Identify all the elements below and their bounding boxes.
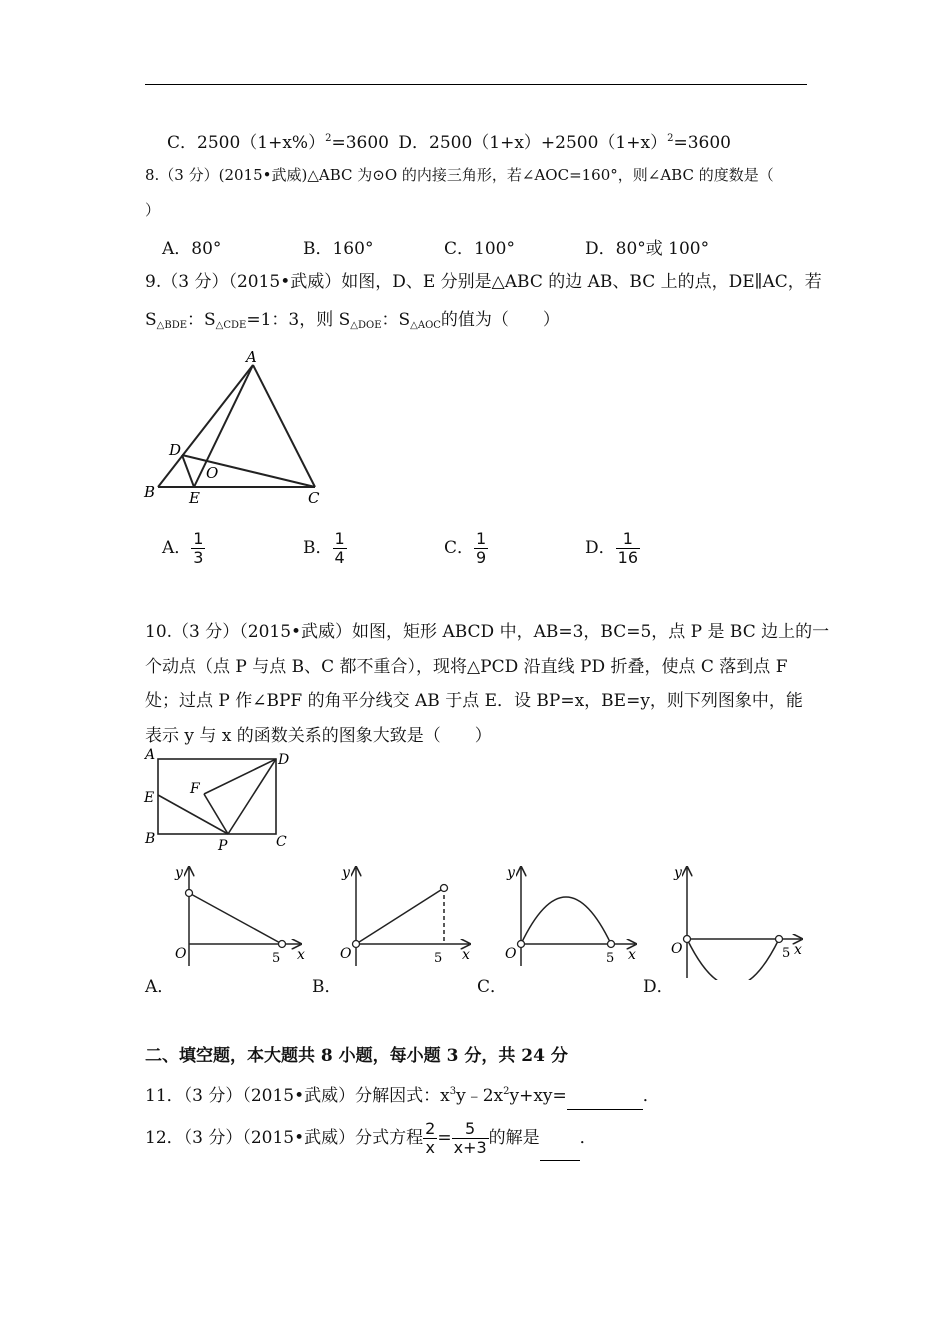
svg-text:O: O	[505, 946, 517, 962]
q12-fraction-left: $\frac{2}{x}$	[425, 1119, 436, 1157]
q7-option-d: D．2500（1+x）+2500（1+x）	[398, 133, 668, 153]
svg-text:O: O	[340, 946, 352, 962]
q10-rectangle-figure	[140, 742, 300, 854]
graph-a-open-point-y	[186, 890, 193, 897]
svg-text:y: y	[507, 865, 515, 881]
q9-stem-line2: $S_{\triangle BDE}$：$S_{\triangle CDE}=1$：3，则 $S_{\triangle DOE}$：$S_{\triangle AOC}$的值为（ ）	[145, 310, 560, 331]
q10-label-b: B	[145, 831, 156, 847]
q8-option-b: B．160°	[303, 239, 374, 259]
q9-segment-de	[182, 455, 194, 487]
q8-option-a: A．80°	[162, 239, 222, 259]
q9-option-b: B． $\frac{1}{4}$	[303, 529, 345, 567]
graph-c-curve	[521, 897, 611, 944]
q10-graph-a	[165, 862, 315, 972]
svg-text:5: 5	[606, 951, 615, 966]
q7-option-c: C．2500（1+x%）	[167, 133, 326, 153]
q10-graph-b	[334, 862, 484, 972]
q9-label-c: C	[308, 489, 320, 507]
svg-text:5: 5	[434, 951, 443, 966]
svg-text:x: x	[297, 947, 305, 963]
q10-label-p: P	[218, 838, 228, 854]
q10-label-f: F	[190, 781, 200, 797]
graph-a-open-point-x	[279, 941, 286, 948]
graph-c-open-point-origin	[518, 941, 525, 948]
q9-option-d: D． $\frac{1}{16}$	[585, 529, 638, 567]
q10-label-e: E	[144, 790, 155, 806]
q9-edge-ac	[253, 365, 315, 487]
q10-rectangle-abcd	[158, 759, 276, 834]
svg-text:O: O	[671, 941, 683, 957]
q10-graph-d	[666, 862, 816, 980]
graph-b-open-point-origin	[353, 941, 360, 948]
svg-text:x: x	[628, 947, 636, 963]
q10-segment-ep	[158, 795, 228, 834]
q8-stem-line2: ）	[145, 201, 161, 219]
q9-label-e: E	[189, 489, 200, 507]
q12-answer-blank[interactable]	[540, 1120, 580, 1161]
svg-text:5: 5	[782, 946, 791, 961]
q10-option-a: A．	[145, 977, 175, 997]
svg-text:y: y	[175, 865, 183, 881]
q10-option-b: B．	[312, 977, 342, 997]
q11-answer-blank[interactable]	[567, 1087, 643, 1110]
q10-stem-line4: 表示 y 与 x 的函数关系的图象大致是（ ）	[145, 726, 492, 746]
q9-stem-line1: 9.（3 分）（2015•武威）如图，D、E 分别是△ABC 的边 AB、BC 上的点，DE∥AC，若	[145, 272, 822, 292]
graph-b-line	[356, 888, 444, 944]
q8-stem-line1: 8.（3 分）(2015•武威)△ABC 为⊙O 的内接三角形，若∠AOC=160°，则∠ABC 的度数是（	[145, 166, 774, 184]
svg-text:O: O	[175, 946, 187, 962]
graph-a-line	[189, 893, 282, 944]
q9-option-a: A． $\frac{1}{3}$	[162, 529, 204, 567]
svg-text:x: x	[462, 947, 470, 963]
section2-heading: 二、填空题，本大题共 8 小题，每小题 3 分，共 24 分	[145, 1046, 568, 1066]
q10-label-d: D	[278, 752, 290, 768]
q8-option-d: D．80°或 100°	[585, 239, 710, 259]
q12-stem: 12．（3 分）（2015•武威）分式方程 $\frac{2}{x}$ = $\frac{5}{x+3}$ 的解是 ．	[145, 1118, 597, 1161]
q12-fraction-right: $\frac{5}{x+3}$	[453, 1119, 487, 1157]
q8-option-c: C．100°	[444, 239, 515, 259]
header-rule	[145, 84, 807, 85]
q10-label-c: C	[276, 834, 287, 850]
q9-triangle-figure	[138, 350, 338, 510]
q9-label-b: B	[144, 483, 156, 501]
q9-label-a: A	[246, 350, 257, 366]
q10-label-a: A	[145, 747, 156, 763]
q10-graph-c	[500, 862, 650, 972]
graph-b-open-point-end	[441, 885, 448, 892]
q10-option-d: D．	[643, 977, 674, 997]
svg-text:5: 5	[272, 951, 281, 966]
q11-stem: 11．（3 分）（2015•武威）分解因式：$x^3y﹣2x^2y+xy=$ ．	[145, 1081, 660, 1110]
graph-d-curve	[687, 939, 779, 980]
q10-stem-line3: 处；过点 P 作∠BPF 的角平分线交 AB 于点 E．设 BP=x，BE=y，则下列图象中，能	[145, 691, 803, 711]
graph-d-open-point-origin	[684, 936, 691, 943]
q9-option-c: C． $\frac{1}{9}$	[444, 529, 487, 567]
q7-options-cd: C．$2500(1+x\%)^2=3600$ D．$2500(1+x)+2500(1+x)^2=3600$	[167, 133, 731, 153]
q10-stem-line1: 10.（3 分）（2015•武威）如图，矩形 ABCD 中，AB=3，BC=5，点 P 是 BC 边上的一	[145, 622, 830, 642]
q10-stem-line2: 个动点（点 P 与点 B、C 都不重合），现将△PCD 沿直线 PD 折叠，使点 C 落到点 F	[145, 657, 788, 677]
graph-d-open-point-five	[776, 936, 783, 943]
q10-option-c: C．	[477, 977, 508, 997]
q9-label-o: O	[206, 464, 219, 482]
q9-label-d: D	[169, 441, 182, 459]
svg-text:y: y	[342, 865, 350, 881]
graph-c-open-point-five	[608, 941, 615, 948]
svg-text:y: y	[674, 865, 682, 881]
svg-text:x: x	[794, 942, 802, 958]
q9-segment-ea	[194, 365, 253, 487]
